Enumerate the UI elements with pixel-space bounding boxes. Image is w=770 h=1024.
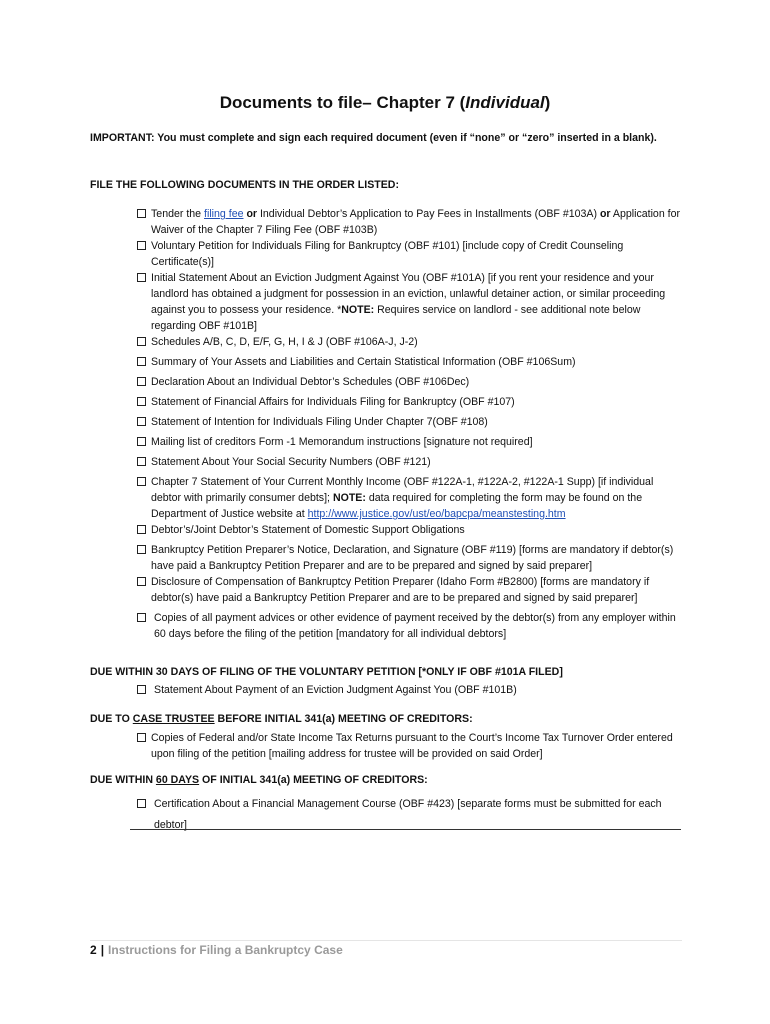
- checklist-item-domestic-support: Debtor’s/Joint Debtor’s Statement of Domestic Support Obligations: [137, 522, 682, 538]
- document-checklist: [137, 206, 682, 642]
- checkbox[interactable]: [137, 273, 146, 282]
- checkbox[interactable]: [137, 209, 146, 218]
- filing-fee-link[interactable]: filing fee: [204, 208, 244, 220]
- checkbox[interactable]: [137, 417, 146, 426]
- checklist-item-mailing-list: Mailing list of creditors Form -1 Memorandum instructions [signature not required]: [137, 434, 682, 450]
- checklist-case-trustee: [137, 730, 682, 762]
- section-heading-file-documents: FILE THE FOLLOWING DOCUMENTS IN THE ORDER LISTED:: [90, 179, 399, 191]
- checklist-item-tax-returns: Copies of Federal and/or State Income Tax Returns pursuant to the Court’s Income Tax Turnover Order entered upon filing of the petition [mailing address for trustee will be provided on said Order]: [137, 730, 682, 762]
- checklist-item-schedules: Schedules A/B, C, D, E/F, G, H, I & J (OBF #106A-J, J-2): [137, 334, 682, 350]
- important-notice: IMPORTANT: You must complete and sign each required document (even if “none” or “zero” inserted in a blank).: [90, 132, 657, 144]
- checklist-item-statement-intention: Statement of Intention for Individuals Filing Under Chapter 7(OBF #108): [137, 414, 682, 430]
- checkbox[interactable]: [137, 357, 146, 366]
- section-heading-60-days: DUE WITHIN 60 DAYS OF INITIAL 341(a) MEETING OF CREDITORS:: [90, 774, 428, 786]
- checklist-item-social-security: Statement About Your Social Security Numbers (OBF #121): [137, 454, 682, 470]
- checkbox[interactable]: [137, 457, 146, 466]
- checkbox[interactable]: [137, 613, 146, 622]
- checkbox[interactable]: [137, 241, 146, 250]
- checklist-30-days: [137, 682, 682, 698]
- checkbox[interactable]: [137, 437, 146, 446]
- checklist-item-voluntary-petition: Voluntary Petition for Individuals Filing for Bankruptcy (OBF #101) [include copy of Credit Counseling Certificate(s)]: [137, 238, 682, 270]
- page-number: 2: [90, 943, 97, 957]
- checklist-item-monthly-income: Chapter 7 Statement of Your Current Monthly Income (OBF #122A-1, #122A-2, #122A-1 Supp) [if individual debtor with primarily consumer debts]; NOTE: data required for completing the form may be found on the Department of Justice website at http://www.justice.gov/ust/eo/bapcpa/meanstesting.htm: [137, 474, 682, 522]
- checkbox[interactable]: [137, 733, 146, 742]
- checklist-item-preparer-notice: Bankruptcy Petition Preparer’s Notice, Declaration, and Signature (OBF #119) [forms are mandatory if debtor(s) have paid a Bankruptcy Petition Preparer and are to be prepared and signed by said preparer]: [137, 542, 682, 574]
- checklist-item-preparer-compensation: Disclosure of Compensation of Bankruptcy Petition Preparer (Idaho Form #B2800) [forms are mandatory if debtor(s) have paid a Bankruptcy Petition Preparer and are to be prepared and signed by said preparer]: [137, 574, 682, 606]
- checkbox[interactable]: [137, 337, 146, 346]
- checklist-item-declaration-schedules: Declaration About an Individual Debtor’s Schedules (OBF #106Dec): [137, 374, 682, 390]
- title-italic: Individual: [465, 93, 545, 112]
- checklist-item-eviction-statement: Initial Statement About an Eviction Judgment Against You (OBF #101A) [if you rent your residence and your landlord has obtained a judgment for possession in an eviction, unlawful detainer action, or similar proceeding against you to possess your residence. *NOTE: Requires service on landlord - see additional note below regarding OBF #101B]: [137, 270, 682, 334]
- checklist-item-summary-assets: Summary of Your Assets and Liabilities and Certain Statistical Information (OBF #106Sum): [137, 354, 682, 370]
- checklist-item-payment-advices: Copies of all payment advices or other evidence of payment received by the debtor(s) from any employer within 60 days before the filing of the petition [mandatory for all individual debtors]: [137, 610, 682, 642]
- checkbox[interactable]: [137, 525, 146, 534]
- checkbox[interactable]: [137, 545, 146, 554]
- checklist-item-eviction-payment: Statement About Payment of an Eviction Judgment Against You (OBF #101B): [137, 682, 682, 698]
- checkbox[interactable]: [137, 477, 146, 486]
- checkbox[interactable]: [137, 577, 146, 586]
- checkbox[interactable]: [137, 685, 146, 694]
- page-footer: [90, 943, 343, 957]
- section-heading-case-trustee: DUE TO CASE TRUSTEE BEFORE INITIAL 341(a) MEETING OF CREDITORS:: [90, 713, 473, 725]
- footer-title: Instructions for Filing a Bankruptcy Case: [108, 943, 343, 957]
- checklist-item-financial-course: Certification About a Financial Management Course (OBF #423) [separate forms must be submitted for each debtor]: [137, 794, 682, 836]
- section-divider: [130, 829, 681, 830]
- checkbox[interactable]: [137, 799, 146, 808]
- page-title: Documents to file– Chapter 7 (Individual): [219, 93, 551, 112]
- checklist-item-filing-fee: Tender the filing fee or Individual Debtor’s Application to Pay Fees in Installments (OBF #103A) or Application for Waiver of the Chapter 7 Filing Fee (OBF #103B): [137, 206, 682, 238]
- checkbox[interactable]: [137, 377, 146, 386]
- section-heading-30-days: DUE WITHIN 30 DAYS OF FILING OF THE VOLUNTARY PETITION [*ONLY IF OBF #101A FILED]: [90, 666, 563, 678]
- meanstesting-link[interactable]: http://www.justice.gov/ust/eo/bapcpa/meanstesting.htm: [307, 508, 566, 520]
- checklist-item-financial-affairs: Statement of Financial Affairs for Individuals Filing for Bankruptcy (OBF #107): [137, 394, 682, 410]
- footer-divider: [90, 940, 682, 941]
- checkbox[interactable]: [137, 397, 146, 406]
- footer-separator: |: [100, 943, 105, 957]
